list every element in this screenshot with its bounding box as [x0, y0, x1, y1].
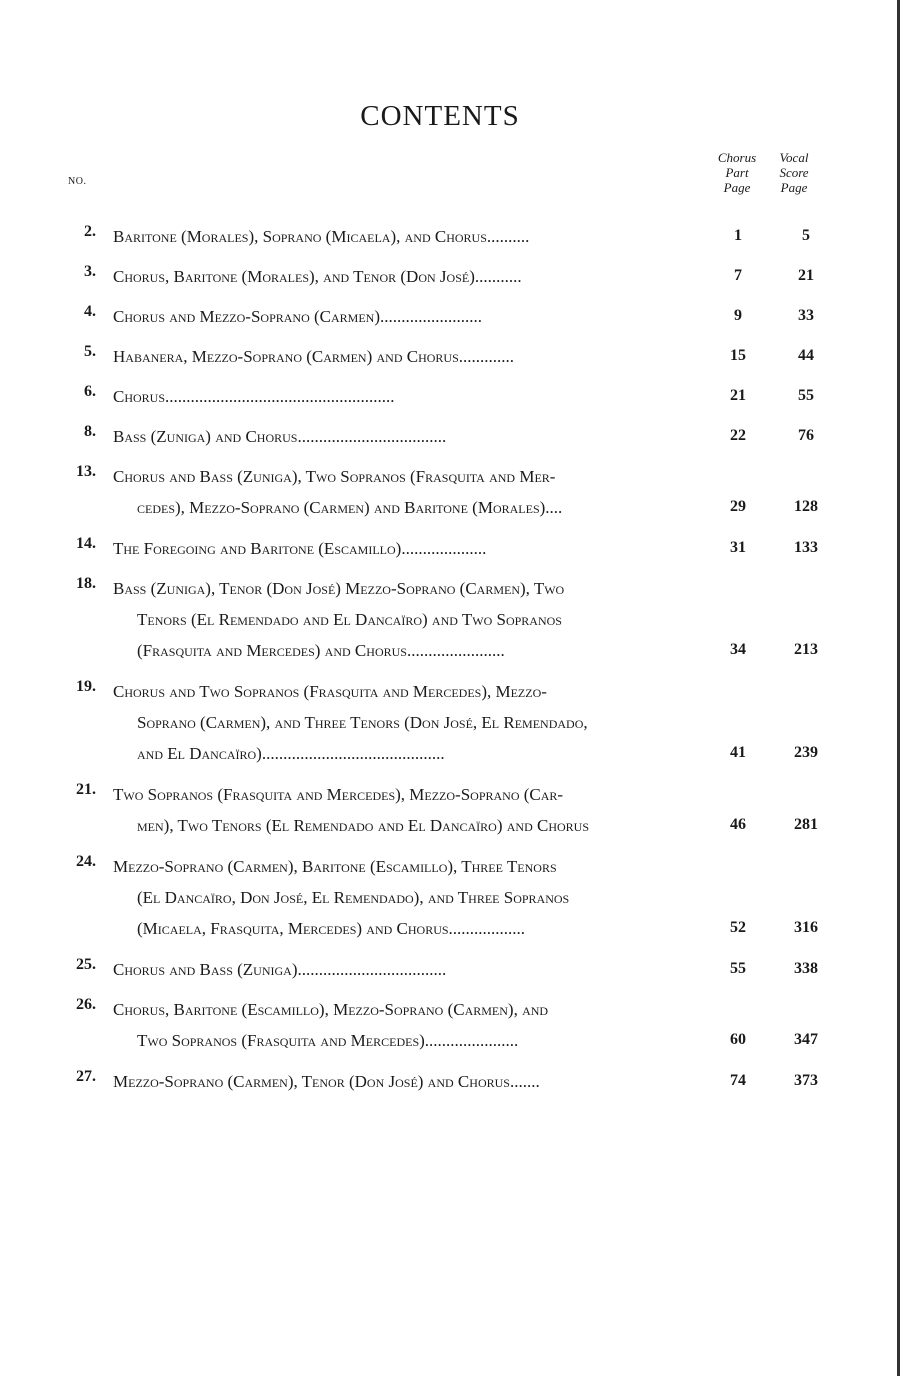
- vocal-score-page-number: 128: [794, 498, 818, 515]
- vocal-score-page-number: 373: [794, 1072, 818, 1089]
- vocal-score-page-number: 44: [798, 347, 814, 364]
- entry-description: [113, 221, 701, 252]
- contents-entry: [0, 840, 900, 943]
- page-title: CONTENTS: [360, 100, 520, 132]
- contents-entry: [0, 562, 900, 665]
- entry-line: Chorus, Baritone (Morales), and Tenor (Don José)...........: [113, 267, 522, 286]
- chorus-part-page-number: 21: [730, 387, 746, 404]
- vocal-score-page-number: 316: [794, 919, 818, 936]
- entry-description: [113, 954, 701, 985]
- entry-line: (El Dancaïro, Don José, El Remendado), and Three Sopranos: [137, 888, 570, 907]
- vocal-score-page-number: 21: [798, 267, 814, 284]
- chorus-part-page-number: 22: [730, 427, 746, 444]
- chorus-part-page-number: 9: [734, 307, 742, 324]
- vocal-score-page-number: 133: [794, 539, 818, 556]
- entry-number: 3.: [84, 263, 96, 280]
- vocal-score-page-number: 76: [798, 427, 814, 444]
- contents-entry: [0, 410, 900, 450]
- chorus-part-page-number: 1: [734, 227, 742, 244]
- contents-entry: [0, 665, 900, 768]
- entry-description: [113, 341, 701, 372]
- vocal-score-page-number: 239: [794, 744, 818, 761]
- chorus-header-line-3: Page: [723, 180, 751, 195]
- chorus-header-line-2: Part: [725, 165, 749, 180]
- entry-description: [113, 301, 701, 332]
- contents-list: [0, 210, 900, 1095]
- entry-description: [113, 676, 701, 769]
- contents-entry: [0, 768, 900, 840]
- entry-line: Two Sopranos (Frasquita and Mercedes), Mezzo-Soprano (Car-: [113, 785, 564, 804]
- entry-description: [113, 779, 701, 841]
- entry-number: 25.: [76, 956, 96, 973]
- chorus-part-page-number: 7: [734, 267, 742, 284]
- entry-number: 24.: [76, 853, 96, 870]
- entry-description: [113, 573, 701, 666]
- chorus-part-page-number: 52: [730, 919, 746, 936]
- entry-number: 18.: [76, 575, 96, 592]
- entry-line: Chorus, Baritone (Escamillo), Mezzo-Soprano (Carmen), and: [113, 1000, 549, 1019]
- chorus-part-page-number: 55: [730, 960, 746, 977]
- vocal-header-line-3: Page: [780, 180, 808, 195]
- entry-line: Bass (Zuniga), Tenor (Don José) Mezzo-Soprano (Carmen), Two: [113, 579, 565, 598]
- entry-number: 2.: [84, 223, 96, 240]
- entry-description: [113, 994, 701, 1056]
- contents-entry: [0, 250, 900, 290]
- contents-entry: [0, 522, 900, 562]
- chorus-part-page-number: 34: [730, 641, 746, 658]
- contents-entry: [0, 330, 900, 370]
- chorus-part-page-number: 15: [730, 347, 746, 364]
- chorus-part-page-number: 31: [730, 539, 746, 556]
- contents-entry: [0, 943, 900, 983]
- entry-line: Habanera, Mezzo-Soprano (Carmen) and Chorus.............: [113, 347, 515, 366]
- contents-entry: [0, 450, 900, 522]
- vocal-score-page-number: 33: [798, 307, 814, 324]
- entry-line: Bass (Zuniga) and Chorus...................................: [113, 427, 447, 446]
- entry-line: and El Dancaïro)...........................................: [137, 744, 445, 763]
- vocal-score-page-number: 281: [794, 816, 818, 833]
- entry-number: 27.: [76, 1068, 96, 1085]
- vocal-header-line-2: Score: [779, 165, 809, 180]
- entry-number: 14.: [76, 535, 96, 552]
- entry-number: 8.: [84, 423, 96, 440]
- entry-description: [113, 1066, 701, 1097]
- chorus-part-page-number: 46: [730, 816, 746, 833]
- entry-number: 13.: [76, 463, 96, 480]
- entry-line: (Micaela, Frasquita, Mercedes) and Chorus..................: [137, 919, 526, 938]
- entry-number: 6.: [84, 383, 96, 400]
- contents-entry: [0, 370, 900, 410]
- entry-number: 4.: [84, 303, 96, 320]
- entry-line: men), Two Tenors (El Remendado and El Dancaïro) and Chorus: [137, 816, 590, 835]
- entry-line: Soprano (Carmen), and Three Tenors (Don José, El Remendado,: [137, 713, 588, 732]
- entry-line: cedes), Mezzo-Soprano (Carmen) and Baritone (Morales)....: [137, 498, 563, 517]
- contents-entry: [0, 210, 900, 250]
- entry-description: [113, 533, 701, 564]
- entry-line: Chorus and Bass (Zuniga)...................................: [113, 960, 447, 979]
- entry-description: [113, 261, 701, 292]
- vocal-score-page-number: 338: [794, 960, 818, 977]
- entry-number: 19.: [76, 678, 96, 695]
- chorus-part-page-number: 29: [730, 498, 746, 515]
- contents-entry: [0, 1055, 900, 1095]
- entry-line: Chorus......................................................: [113, 387, 395, 406]
- vocal-score-page-number: 55: [798, 387, 814, 404]
- entry-line: The Foregoing and Baritone (Escamillo)....................: [113, 539, 487, 558]
- chorus-part-page-header: [707, 150, 767, 195]
- number-column-header: NO.: [68, 176, 87, 187]
- entry-number: 5.: [84, 343, 96, 360]
- vocal-score-page-header: [764, 150, 824, 195]
- entry-line: Chorus and Mezzo-Soprano (Carmen)........................: [113, 307, 482, 326]
- entry-description: [113, 461, 701, 523]
- entry-line: Baritone (Morales), Soprano (Micaela), and Chorus..........: [113, 227, 530, 246]
- vocal-score-page-number: 213: [794, 641, 818, 658]
- entry-number: 21.: [76, 781, 96, 798]
- contents-entry: [0, 290, 900, 330]
- entry-line: Mezzo-Soprano (Carmen), Baritone (Escamillo), Three Tenors: [113, 857, 557, 876]
- vocal-header-line-1: Vocal: [779, 150, 809, 165]
- chorus-header-line-1: Chorus: [717, 150, 757, 165]
- chorus-part-page-number: 60: [730, 1031, 746, 1048]
- vocal-score-page-number: 5: [802, 227, 810, 244]
- entry-line: (Frasquita and Mercedes) and Chorus.......................: [137, 641, 505, 660]
- entry-description: [113, 421, 701, 452]
- entry-line: Two Sopranos (Frasquita and Mercedes)......................: [137, 1031, 519, 1050]
- contents-entry: [0, 983, 900, 1055]
- entry-description: [113, 381, 701, 412]
- chorus-part-page-number: 41: [730, 744, 746, 761]
- entry-line: Chorus and Two Sopranos (Frasquita and Mercedes), Mezzo-: [113, 682, 547, 701]
- entry-number: 26.: [76, 996, 96, 1013]
- vocal-score-page-number: 347: [794, 1031, 818, 1048]
- entry-line: Tenors (El Remendado and El Dancaïro) and Two Sopranos: [137, 610, 562, 629]
- chorus-part-page-number: 74: [730, 1072, 746, 1089]
- entry-description: [113, 851, 701, 944]
- entry-line: Mezzo-Soprano (Carmen), Tenor (Don José) and Chorus.......: [113, 1072, 540, 1091]
- entry-line: Chorus and Bass (Zuniga), Two Sopranos (Frasquita and Mer-: [113, 467, 556, 486]
